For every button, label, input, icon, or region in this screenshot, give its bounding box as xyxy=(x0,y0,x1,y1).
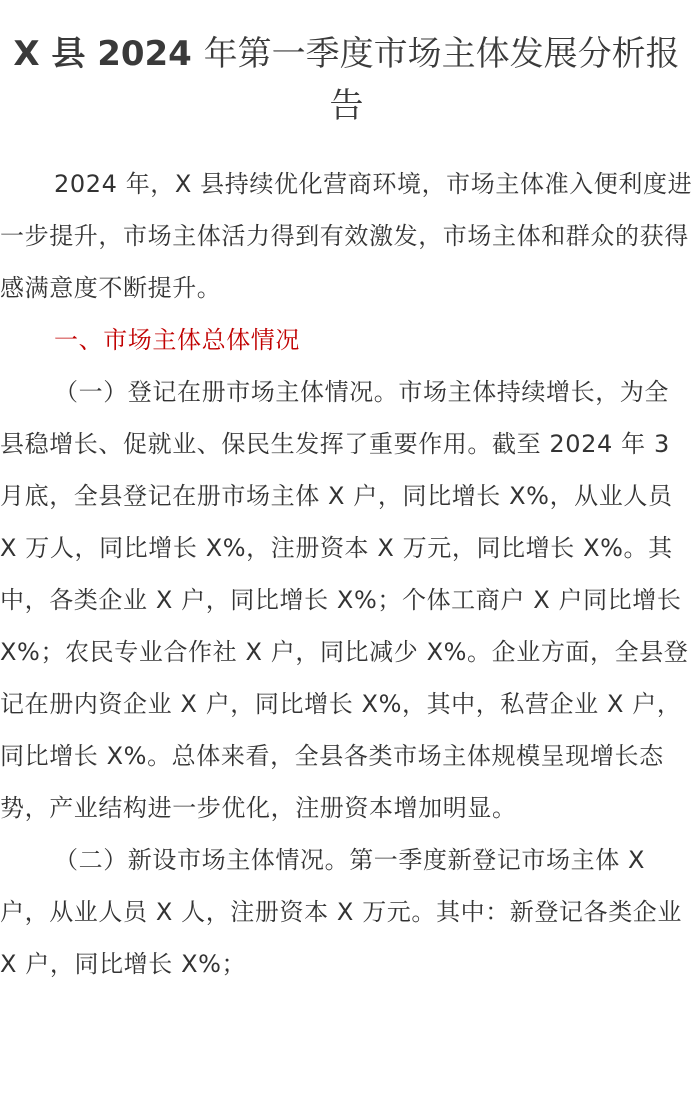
intro-paragraph: 2024 年，X 县持续优化营商环境，市场主体准入便利度进一步提升，市场主体活力得到有效激发，市场主体和群众的获得感满意度不断提升。 xyxy=(0,170,693,302)
section-heading: 一、市场主体总体情况 xyxy=(54,326,300,354)
new-entities-paragraph: （二）新设市场主体情况。第一季度新登记市场主体 X 户，从业人员 X 人，注册资本 X 万元。其中：新登记各类企业 X 户，同比增长 X%； xyxy=(0,846,682,978)
document-title-bold: X 县 2024 xyxy=(13,34,204,74)
registered-entities-paragraph: （一）登记在册市场主体情况。市场主体持续增长，为全县稳增长、促就业、保民生发挥了重要作用。截至 2024 年 3 月底，全县登记在册市场主体 X 户，同比增长 X%，从业人员 X 万人，同比增长 X%，注册资本 X 万元，同比增长 X%。其中，各类企业 X 户，同比增长 X%；个体工商户 X 户同比增长 X%；农民专业合作社 X 户，同比减少 X%。企业方面，全县登记在册内资企业 X 户，同比增长 X%，其中，私营企业 X 户，同比增长 X%。总体来看，全县各类市场主体规模呈现增长态势，产业结构进一步优化，注册资本增加明显。 xyxy=(0,378,689,822)
document-title xyxy=(0,28,693,132)
document-title-rest: 年第一季度市场主体发展分析报告 xyxy=(203,34,680,126)
document-body xyxy=(0,158,693,990)
